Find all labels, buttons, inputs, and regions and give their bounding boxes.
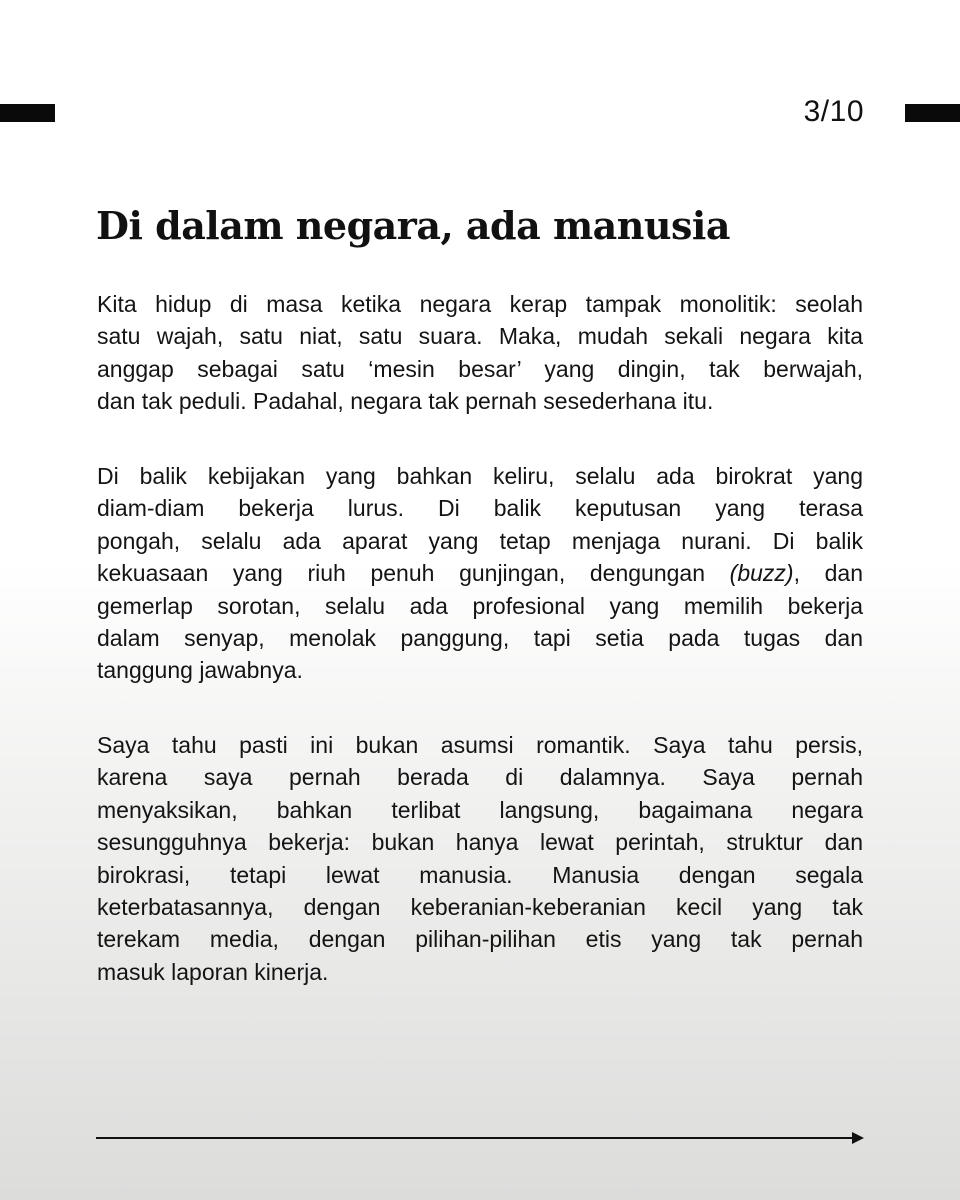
paragraph-line: Di balik kebijakan yang bahkan keliru, selalu ada birokrat yang [97, 463, 863, 489]
paragraph-line: tanggung jawabnya. [97, 657, 303, 684]
paragraph-line: keterbatasannya, dengan keberanian-keberanian kecil yang tak [97, 894, 863, 921]
paragraph-line: kekuasaan yang riuh penuh gunjingan, dengungan (buzz), dan [97, 560, 863, 587]
page-counter: 3/10 [803, 95, 864, 128]
paragraph-line: dan tak peduli. Padahal, negara tak pernah sesederhana itu. [97, 388, 714, 415]
paragraph-line: anggap sebagai satu ‘mesin besar’ yang dingin, tak berwajah, [97, 355, 863, 382]
paragraph-line: birokrasi, tetapi lewat manusia. Manusia dengan segala [97, 861, 863, 888]
paragraph-line: terekam media, dengan pilihan-pilihan etis yang tak pernah [97, 926, 863, 953]
arrow-line [96, 1137, 856, 1139]
paragraph-line: karena saya pernah berada di dalamnya. Saya pernah [97, 764, 863, 791]
paragraph-line: satu wajah, satu niat, satu suara. Maka, mudah sekali negara kita [97, 323, 863, 350]
arrow-head [852, 1132, 864, 1144]
emphasis-term: (buzz) [729, 560, 794, 587]
right-accent-bar [905, 104, 960, 122]
paragraph-3 [97, 729, 863, 988]
paragraph-line: Kita hidup di masa ketika negara kerap tampak monolitik: seolah [97, 291, 863, 317]
paragraph-line: masuk laporan kinerja. [97, 958, 329, 985]
paragraph-line: dalam senyap, menolak panggung, tapi setia pada tugas dan [97, 625, 863, 652]
page-title: Di dalam negara, ada manusia [96, 203, 730, 248]
paragraph-1 [97, 288, 863, 418]
paragraph-line: diam-diam bekerja lurus. Di balik keputusan yang terasa [97, 495, 863, 522]
paragraph-line: Saya tahu pasti ini bukan asumsi romantik. Saya tahu persis, [97, 732, 863, 758]
left-accent-bar [0, 104, 55, 122]
paragraph-line: pongah, selalu ada aparat yang tetap menjaga nurani. Di balik [97, 527, 863, 554]
paragraph-2 [97, 460, 863, 687]
paragraph-line: menyaksikan, bahkan terlibat langsung, bagaimana negara [97, 796, 863, 823]
paragraph-line: gemerlap sorotan, selalu ada profesional yang memilih bekerja [97, 592, 863, 619]
paragraph-line: sesungguhnya bekerja: bukan hanya lewat perintah, struktur dan [97, 829, 863, 856]
